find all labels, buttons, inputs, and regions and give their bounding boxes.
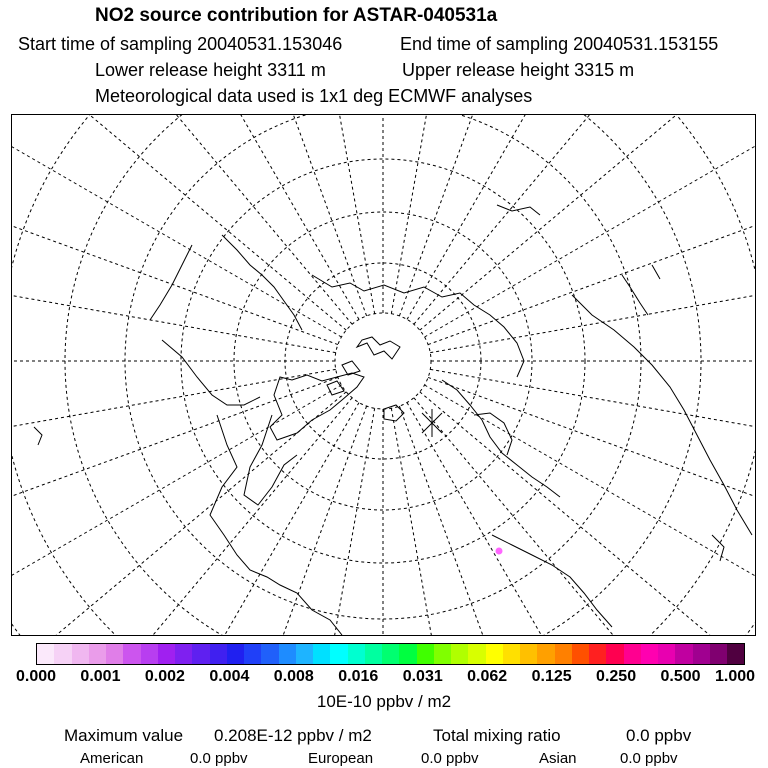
meridian-line bbox=[391, 115, 539, 314]
region-name: European bbox=[308, 750, 374, 767]
colorbar-units: 10E-10 ppbv / m2 bbox=[316, 692, 452, 711]
asia-coast bbox=[572, 295, 752, 535]
meridian-line bbox=[227, 408, 375, 636]
meridian-line bbox=[399, 406, 690, 636]
tick-label: 0.001 bbox=[80, 668, 121, 685]
tick-label: 0.008 bbox=[273, 668, 314, 685]
meridian-line bbox=[428, 115, 756, 345]
latitude-circle bbox=[12, 115, 756, 636]
tick-label: 1.000 bbox=[714, 668, 756, 685]
meridian-line bbox=[75, 406, 366, 636]
meridian-lines bbox=[12, 115, 756, 636]
max-value-label: Maximum value bbox=[64, 726, 184, 745]
latitude-circle bbox=[12, 115, 756, 636]
meridian-line bbox=[428, 377, 756, 636]
meridian-line bbox=[425, 115, 756, 337]
tick-label: 0.016 bbox=[338, 668, 379, 685]
colorbar-swatch bbox=[624, 644, 641, 664]
cross-marker bbox=[422, 409, 442, 437]
meridian-line bbox=[430, 369, 756, 517]
tick-label: 0.125 bbox=[531, 668, 572, 685]
meridian-line bbox=[12, 398, 352, 636]
meteo-data-label: Meteorological data used is 1x1 deg ECMWF analyses bbox=[95, 86, 533, 106]
meridian-line bbox=[399, 115, 690, 316]
colorbar-swatch bbox=[589, 644, 606, 664]
tick-label: 0.062 bbox=[467, 668, 508, 685]
colorbar-swatch bbox=[123, 644, 140, 664]
tick-label: 0.004 bbox=[209, 668, 250, 685]
island-coast bbox=[34, 205, 724, 561]
tick-label: 0.000 bbox=[15, 668, 57, 685]
colorbar-swatch bbox=[365, 644, 382, 664]
region-name: Asian bbox=[539, 750, 577, 767]
colorbar-swatch bbox=[106, 644, 123, 664]
total-mixing-value: 0.0 ppbv bbox=[626, 726, 692, 745]
colorbar-swatch bbox=[710, 644, 727, 664]
colorbar-swatch bbox=[658, 644, 675, 664]
meridian-line bbox=[420, 115, 756, 330]
colorbar-swatch bbox=[227, 644, 244, 664]
polar-map bbox=[11, 114, 756, 636]
meridian-line bbox=[12, 115, 346, 330]
map-title: NO2 source contribution for ASTAR-040531a bbox=[95, 5, 498, 26]
colorbar-swatch bbox=[72, 644, 89, 664]
colorbar-swatch bbox=[313, 644, 330, 664]
tick-label: 0.500 bbox=[660, 668, 701, 685]
coastlines bbox=[34, 205, 752, 635]
arctic-islands-coast bbox=[327, 337, 400, 395]
colorbar-swatch bbox=[693, 644, 710, 664]
meridian-line bbox=[75, 115, 366, 316]
meridian-line bbox=[12, 115, 338, 345]
greenland-coast bbox=[270, 373, 364, 440]
colorbar-swatch bbox=[727, 644, 744, 664]
meridian-line bbox=[12, 369, 336, 517]
colorbar-swatch bbox=[434, 644, 451, 664]
colorbar-swatch bbox=[468, 644, 485, 664]
colorbar-swatch bbox=[296, 644, 313, 664]
japan-coast bbox=[622, 265, 660, 315]
region-name: American bbox=[80, 750, 144, 767]
latitude-circles bbox=[12, 115, 756, 636]
meridian-line bbox=[12, 205, 336, 353]
tick-label: 0.250 bbox=[596, 668, 637, 685]
colorbar-swatch bbox=[89, 644, 106, 664]
meridian-line bbox=[407, 403, 756, 636]
europe-coast bbox=[442, 380, 560, 497]
lower-height-label: Lower release height 3311 m bbox=[95, 60, 326, 80]
colorbar-swatch bbox=[158, 644, 175, 664]
latitude-circle bbox=[65, 115, 701, 636]
meridian-line bbox=[425, 385, 756, 636]
colorbar-swatch bbox=[279, 644, 296, 664]
colorbar-swatch bbox=[54, 644, 71, 664]
meridian-line bbox=[430, 205, 756, 353]
region-value: 0.0 ppbv bbox=[620, 750, 678, 767]
max-value: 0.208E-12 ppbv / m2 bbox=[214, 726, 372, 745]
colorbar-swatch bbox=[141, 644, 158, 664]
colorbar-swatch bbox=[330, 644, 347, 664]
colorbar-swatch bbox=[382, 644, 399, 664]
region-value: 0.0 ppbv bbox=[421, 750, 479, 767]
meridian-line bbox=[414, 398, 756, 636]
iceland-coast bbox=[384, 405, 404, 421]
colorbar-swatch bbox=[486, 644, 503, 664]
latitude-circle bbox=[335, 313, 431, 409]
colorbar-swatch bbox=[572, 644, 589, 664]
colorbar-swatch bbox=[37, 644, 54, 664]
colorbar-swatch bbox=[417, 644, 434, 664]
colorbar-swatch bbox=[520, 644, 537, 664]
source-marker bbox=[496, 548, 503, 555]
meridian-line bbox=[12, 115, 341, 337]
colorbar-swatch bbox=[537, 644, 554, 664]
start-time-label: Start time of sampling 20040531.153046 bbox=[18, 34, 343, 54]
upper-height-label: Upper release height 3315 m bbox=[402, 60, 635, 80]
colorbar bbox=[36, 643, 745, 665]
colorbar-swatch bbox=[555, 644, 572, 664]
colorbar-swatch bbox=[606, 644, 623, 664]
meridian-line bbox=[12, 403, 359, 636]
colorbar-swatch bbox=[503, 644, 520, 664]
end-time-label: End time of sampling 20040531.153155 bbox=[400, 34, 719, 54]
map-svg bbox=[12, 115, 756, 636]
colorbar-swatch bbox=[192, 644, 209, 664]
tick-label: 0.031 bbox=[402, 668, 443, 685]
siberia-coast bbox=[312, 275, 524, 377]
region-value: 0.0 ppbv bbox=[190, 750, 248, 767]
colorbar-swatch bbox=[210, 644, 227, 664]
alaska-coast bbox=[150, 235, 302, 330]
meridian-line bbox=[391, 408, 539, 636]
colorbar-swatch bbox=[348, 644, 365, 664]
colorbar-swatch bbox=[451, 644, 468, 664]
colorbar-swatch bbox=[175, 644, 192, 664]
colorbar-swatch bbox=[641, 644, 658, 664]
meridian-line bbox=[12, 385, 341, 636]
total-mixing-label: Total mixing ratio bbox=[433, 726, 561, 745]
colorbar-swatch bbox=[261, 644, 278, 664]
colorbar-swatch bbox=[675, 644, 692, 664]
tick-label: 0.002 bbox=[144, 668, 185, 685]
colorbar-swatch bbox=[399, 644, 416, 664]
colorbar-swatch bbox=[244, 644, 261, 664]
meridian-line bbox=[12, 377, 338, 636]
